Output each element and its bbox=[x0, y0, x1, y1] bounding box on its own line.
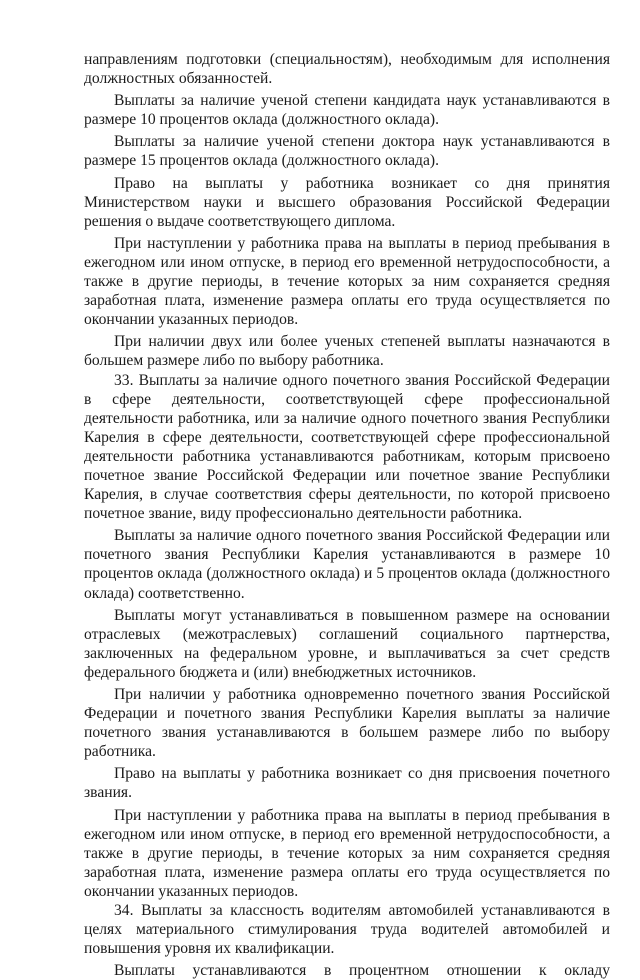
paragraph-right-to-payment-title: Право на выплаты у работника возникает со дня присвоения почетного звания. bbox=[84, 765, 610, 802]
paragraph-candidate-degree: Выплаты за наличие ученой степени кандидата наук устанавливаются в размере 10 процентов оклада (должностного оклада). bbox=[84, 92, 610, 129]
paragraph-continuation: направлениям подготовки (специальностям), необходимым для исполнения должностных обязанностей. bbox=[84, 51, 610, 88]
paragraph-vacation-periods-2: При наступлении у работника права на выплаты в период пребывания в ежегодном или ином отпуске, в период его временной нетрудоспособности, а также в другие периоды, в течение которых за ним сохраняется средняя заработная плата, изменение размера оплаты его труда осуществляется по окончании указанных периодов. bbox=[84, 806, 610, 900]
paragraph-section-33: 33. Выплаты за наличие одного почетного звания Российской Федерации в сфере деятельности, соответствующей сфере профессиональной деятельности работника, или за наличие одного почетного звания Республики Карелия в сфере деятельности, соответствующей сфере профессиональной деятельности работника устанавливаются работникам, которым присвоено почетное звание Российской Федерации или почетное звание Республики Карелия, в случае соответствия сферы деятельности, по которой присвоено почетное звание, виду профессионально деятельности работника. bbox=[84, 371, 610, 523]
paragraph-multiple-degrees: При наличии двух или более ученых степеней выплаты назначаются в большем размере либо по выбору работника. bbox=[84, 333, 610, 370]
paragraph-honorary-title-amounts: Выплаты за наличие одного почетного звания Российской Федерации или почетного звания Республики Карелия устанавливаются в размере 10 процентов оклада (должностного оклада) и 5 процентов оклада (должностного оклада) соответственно. bbox=[84, 527, 610, 602]
paragraph-percentage: Выплаты устанавливаются в процентном отношении к окладу bbox=[114, 962, 610, 980]
paragraph-both-titles: При наличии у работника одновременно почетного звания Российской Федерации и почетного звания Республики Карелия выплаты за наличие почетного звания устанавливаются в большем размере либо по выбору работника. bbox=[84, 686, 610, 761]
paragraph-section-34: 34. Выплаты за классность водителям автомобилей устанавливаются в целях материального стимулирования труда водителей автомобилей и повышения уровня их квалификации. bbox=[84, 902, 610, 958]
paragraph-doctor-degree: Выплаты за наличие ученой степени доктора наук устанавливаются в размере 15 процентов оклада (должностного оклада). bbox=[84, 133, 610, 170]
paragraph-increased-amount: Выплаты могут устанавливаться в повышенном размере на основании отраслевых (межотраслевых) соглашений социального партнерства, заключенных на федеральном уровне, и выплачиваться за счет средств федерального бюджета и (или) внебюджетных источников. bbox=[84, 606, 610, 681]
document-page bbox=[84, 50, 610, 980]
paragraph-vacation-periods: При наступлении у работника права на выплаты в период пребывания в ежегодном или ином отпуске, в период его временной нетрудоспособности, а также в другие периоды, в течение которых за ним сохраняется средняя заработная плата, изменение размера оплаты его труда осуществляется по окончании указанных периодов. bbox=[84, 234, 610, 329]
paragraph-right-to-payment-diploma: Право на выплаты у работника возникает со дня принятия Министерством науки и высшего образования Российской Федерации решения о выдаче соответствующего диплома. bbox=[84, 174, 610, 230]
